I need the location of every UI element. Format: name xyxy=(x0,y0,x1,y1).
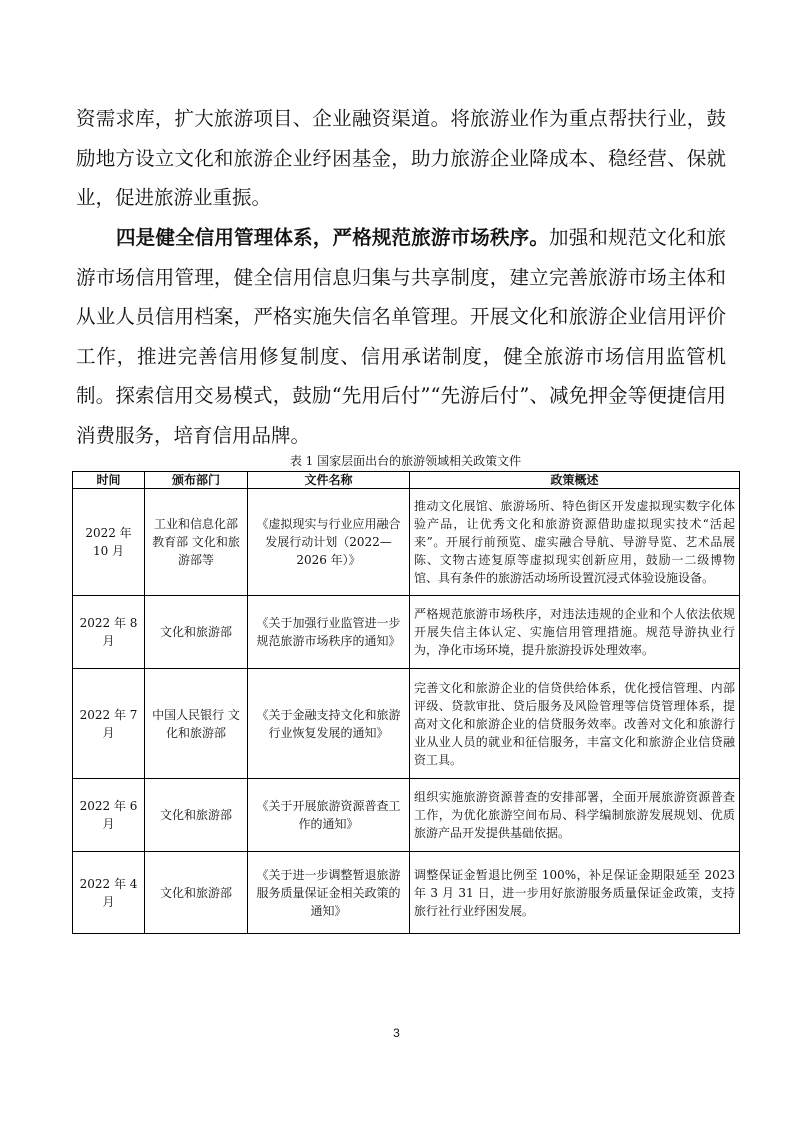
table-row xyxy=(73,852,740,934)
cell-document-name: 《关于进一步调整暂退旅游服务质量保证金相关政策的通知》 xyxy=(248,852,410,934)
header-department: 颁布部门 xyxy=(145,472,248,489)
cell-document-name: 《虚拟现实与行业应用融合发展行动计划（2022—2026 年）》 xyxy=(248,489,410,596)
policy-table xyxy=(72,471,740,934)
table-row xyxy=(73,779,740,852)
paragraph-lead-heading: 四是健全信用管理体系，严格规范旅游市场秩序。 xyxy=(116,226,550,249)
cell-department: 文化和旅游部 xyxy=(145,779,248,852)
cell-time: 2022 年 10 月 xyxy=(73,489,145,596)
cell-time: 2022 年 4 月 xyxy=(73,852,145,934)
cell-department: 文化和旅游部 xyxy=(145,596,248,669)
cell-policy-summary: 组织实施旅游资源普查的安排部署，全面开展旅游资源普查工作，为优化旅游空间布局、科学编制旅游发展规划、优质旅游产品开发提供基础依据。 xyxy=(410,779,740,852)
table-row xyxy=(73,669,740,779)
header-document-name: 文件名称 xyxy=(248,472,410,489)
table-row xyxy=(73,596,740,669)
cell-policy-summary: 严格规范旅游市场秩序，对违法违规的企业和个人依法依规开展失信主体认定、实施信用管理措施。规范导游执业行为，净化市场环境，提升旅游投诉处理效率。 xyxy=(410,596,740,669)
cell-policy-summary: 推动文化展馆、旅游场所、特色街区开发虚拟现实数字化体验产品，让优秀文化和旅游资源借助虚拟现实技术“活起来”。开展行前预览、虚实融合导航、导游导览、艺术品展陈、文物古迹复原等虚拟现实创新应用，鼓励一二级博物馆、具有条件的旅游活动场所设置沉浸式体验设施设备。 xyxy=(410,489,740,596)
table-caption: 表 1 国家层面出台的旅游领域相关政策文件 xyxy=(289,454,522,468)
cell-time: 2022 年 7 月 xyxy=(73,669,145,779)
body-paragraph-2 xyxy=(76,218,726,456)
header-policy-summary: 政策概述 xyxy=(410,472,740,489)
body-paragraph-1: 资需求库，扩大旅游项目、企业融资渠道。将旅游业作为重点帮扶行业，鼓励地方设立文化和旅游企业纾困基金，助力旅游企业降成本、稳经营、保就业，促进旅游业重振。 xyxy=(76,107,726,210)
page-number: 3 xyxy=(393,1026,400,1040)
cell-department: 中国人民银行 文化和旅游部 xyxy=(145,669,248,779)
cell-time: 2022 年 6 月 xyxy=(73,779,145,852)
cell-department: 工业和信息化部 教育部 文化和旅游部等 xyxy=(145,489,248,596)
cell-document-name: 《关于金融支持文化和旅游行业恢复发展的通知》 xyxy=(248,669,410,779)
table-header-row xyxy=(73,472,740,489)
cell-policy-summary: 调整保证金暂退比例至 100%，补足保证金期限延至 2023 年 3 月 31 日，进一步用好旅游服务质量保证金政策，支持旅行社行业纾困发展。 xyxy=(410,852,740,934)
header-time: 时间 xyxy=(73,472,145,489)
cell-time: 2022 年 8 月 xyxy=(73,596,145,669)
cell-policy-summary: 完善文化和旅游企业的信贷供给体系，优化授信管理、内部评级、贷款审批、贷后服务及风险管理等信贷管理体系，提高对文化和旅游企业的信贷服务效率。改善对文化和旅游行业从业人员的就业和征信服务，丰富文化和旅游企业信贷融资工具。 xyxy=(410,669,740,779)
paragraph-body-text: 加强和规范文化和旅游市场信用管理，健全信用信息归集与共享制度，建立完善旅游市场主体和从业人员信用档案，严格实施失信名单管理。开展文化和旅游企业信用评价工作，推进完善信用修复制度、信用承诺制度，健全旅游市场信用监管机制。探索信用交易模式，鼓励“先用后付”“先游后付”、减免押金等便捷信用消费服务，培育信用品牌。 xyxy=(76,226,726,447)
cell-document-name: 《关于加强行业监管进一步规范旅游市场秩序的通知》 xyxy=(248,596,410,669)
cell-document-name: 《关于开展旅游资源普查工作的通知》 xyxy=(248,779,410,852)
cell-department: 文化和旅游部 xyxy=(145,852,248,934)
table-row xyxy=(73,489,740,596)
